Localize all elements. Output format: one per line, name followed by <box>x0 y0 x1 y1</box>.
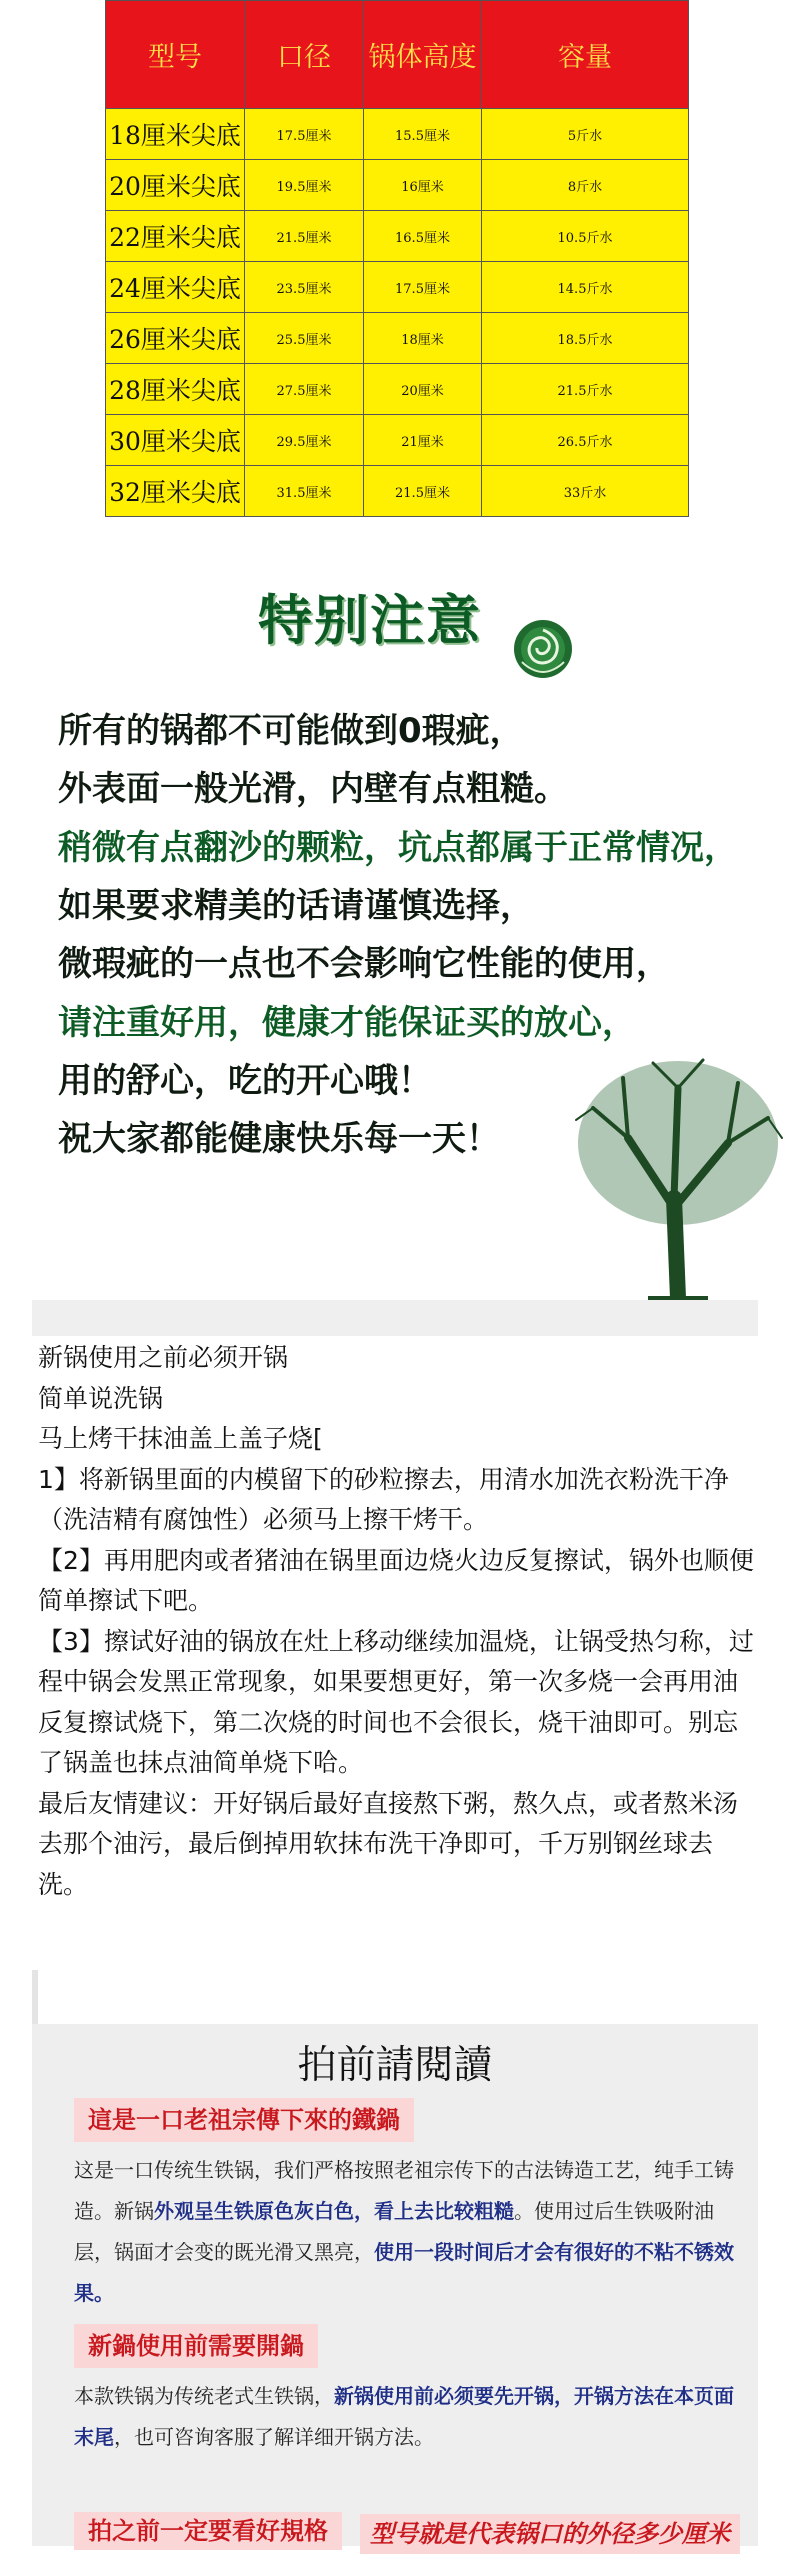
instruction-paragraph: 新锅使用之前必须开锅 <box>38 1343 289 1372</box>
cell-capacity: 33斤水 <box>482 466 689 517</box>
seasoning-instructions <box>32 1300 758 2024</box>
cell-diameter: 27.5厘米 <box>245 364 364 415</box>
cell-model: 30厘米尖底 <box>106 415 245 466</box>
special-notice-section <box>0 548 790 1310</box>
cell-diameter: 17.5厘米 <box>245 109 364 160</box>
instruction-paragraph: 简单说洗锅 <box>38 1383 164 1413</box>
cell-capacity: 26.5斤水 <box>482 415 689 466</box>
cell-capacity: 10.5斤水 <box>482 211 689 262</box>
cell-capacity: 14.5斤水 <box>482 262 689 313</box>
cell-diameter: 31.5厘米 <box>245 466 364 517</box>
cell-diameter: 23.5厘米 <box>245 262 364 313</box>
cell-height: 16.5厘米 <box>364 211 482 262</box>
instruction-paragraph: 最后友情建议：开好锅后最好直接熬下粥，熬久点，或者熬米汤去那个油污，最后倒掉用软抹布洗干净即可，千万别钢丝球去洗。 <box>38 1788 739 1899</box>
heritage-banner: 這是一口老祖宗傳下來的鐵鍋 <box>74 2098 414 2142</box>
notice-line: 如果要求精美的话请谨慎选择， <box>58 886 534 926</box>
text-run: 。使用过后生铁吸附油层，锅面才会变的既光滑又黑亮， <box>74 2199 714 2264</box>
notice-title: 特别注意 <box>258 589 482 652</box>
cell-model: 20厘米尖底 <box>106 160 245 211</box>
cell-diameter: 21.5厘米 <box>245 211 364 262</box>
table-row <box>106 109 689 160</box>
cell-height: 20厘米 <box>364 364 482 415</box>
text-run: 本款铁锅为传统老式生铁锅， <box>74 2384 334 2408</box>
text-run: ，也可咨询客服了解详细开锅方法。 <box>114 2425 434 2449</box>
notice-line: 外表面一般光滑，内壁有点粗糙。 <box>58 769 568 809</box>
instruction-paragraph: 马上烤干抹油盖上盖子烧[ <box>38 1424 323 1453</box>
notice-line: 用的舒心，吃的开心哦！ <box>58 1061 432 1101</box>
cell-height: 18厘米 <box>364 313 482 364</box>
read-before-buying-section <box>32 2024 758 2546</box>
rose-icon <box>512 618 574 680</box>
table-row <box>106 415 689 466</box>
header-model: 型号 <box>106 1 245 109</box>
instruction-paragraph: 1】将新锅里面的内模留下的砂粒擦去，用清水加洗衣粉洗干净（洗洁精有腐蚀性）必须马上擦干烤干。 <box>38 1464 729 1534</box>
notice-line: 微瑕疵的一点也不会影响它性能的使用， <box>58 944 670 984</box>
cell-model: 24厘米尖底 <box>106 262 245 313</box>
table-row <box>106 466 689 517</box>
notice-line: 稍微有点翻沙的颗粒，坑点都属于正常情况， <box>58 828 738 868</box>
cell-capacity: 18.5斤水 <box>482 313 689 364</box>
spec-banner: 拍之前一定要看好規格 <box>74 2512 342 2550</box>
table-row <box>106 364 689 415</box>
highlight-text: 使用一段时间后才会有很好的不粘不锈效果。 <box>74 2240 734 2305</box>
seasoning-banner: 新鍋使用前需要開鍋 <box>74 2324 318 2368</box>
instruction-paragraph: 【3】擦试好油的锅放在灶上移动继续加温烧，让锅受热匀称，过程中锅会发黑正常现象，如果要想更好，第一次多烧一会再用油反复擦试烧下，第二次烧的时间也不会很长，烧干油即可。别忘了锅盖也抹点油简单烧下哈。 <box>38 1626 754 1777</box>
table-row <box>106 160 689 211</box>
cell-capacity: 21.5斤水 <box>482 364 689 415</box>
size-table <box>105 0 689 517</box>
cell-height: 15.5厘米 <box>364 109 482 160</box>
highlight-text: 新锅使用前必须要先开锅，开锅方法在本页面末尾 <box>74 2384 734 2449</box>
spec-note: 型号就是代表锅口的外径多少厘米 <box>360 2514 740 2554</box>
notice-line: 请注重好用，健康才能保证买的放心， <box>58 1003 636 1043</box>
cell-capacity: 8斤水 <box>482 160 689 211</box>
cell-model: 18厘米尖底 <box>106 109 245 160</box>
cell-diameter: 19.5厘米 <box>245 160 364 211</box>
divider-strip <box>32 1300 758 1336</box>
seasoning-text <box>74 2376 734 2458</box>
highlight-text: 外观呈生铁原色灰白色，看上去比较粗糙 <box>154 2199 514 2223</box>
instruction-paragraph: 【2】再用肥肉或者猪油在锅里面边烧火边反复擦试，锅外也顺便简单擦试下吧。 <box>38 1545 754 1615</box>
prebuy-title: 拍前請閱讀 <box>297 2043 493 2088</box>
table-header-row <box>106 1 689 109</box>
instructions-text <box>38 1338 754 1905</box>
table-row <box>106 262 689 313</box>
cell-height: 21.5厘米 <box>364 466 482 517</box>
cell-model: 28厘米尖底 <box>106 364 245 415</box>
text-run: 这是一口传统生铁锅，我们严格按照老祖宗传下的古法铸造工艺，纯手工铸造。新锅 <box>74 2158 734 2223</box>
header-height: 锅体高度 <box>364 1 482 109</box>
header-diameter: 口径 <box>245 1 364 109</box>
heritage-text <box>74 2150 734 2314</box>
table-row <box>106 313 689 364</box>
table-row <box>106 211 689 262</box>
tree-icon <box>568 1048 786 1303</box>
notice-line: 所有的锅都不可能做到0瑕疵， <box>58 711 524 751</box>
cell-capacity: 5斤水 <box>482 109 689 160</box>
cell-model: 22厘米尖底 <box>106 211 245 262</box>
header-capacity: 容量 <box>482 1 689 109</box>
cell-model: 26厘米尖底 <box>106 313 245 364</box>
divider-strip <box>32 1970 38 2024</box>
cell-model: 32厘米尖底 <box>106 466 245 517</box>
cell-height: 21厘米 <box>364 415 482 466</box>
cell-height: 17.5厘米 <box>364 262 482 313</box>
cell-height: 16厘米 <box>364 160 482 211</box>
notice-line: 祝大家都能健康快乐每一天！ <box>58 1119 500 1159</box>
cell-diameter: 25.5厘米 <box>245 313 364 364</box>
cell-diameter: 29.5厘米 <box>245 415 364 466</box>
